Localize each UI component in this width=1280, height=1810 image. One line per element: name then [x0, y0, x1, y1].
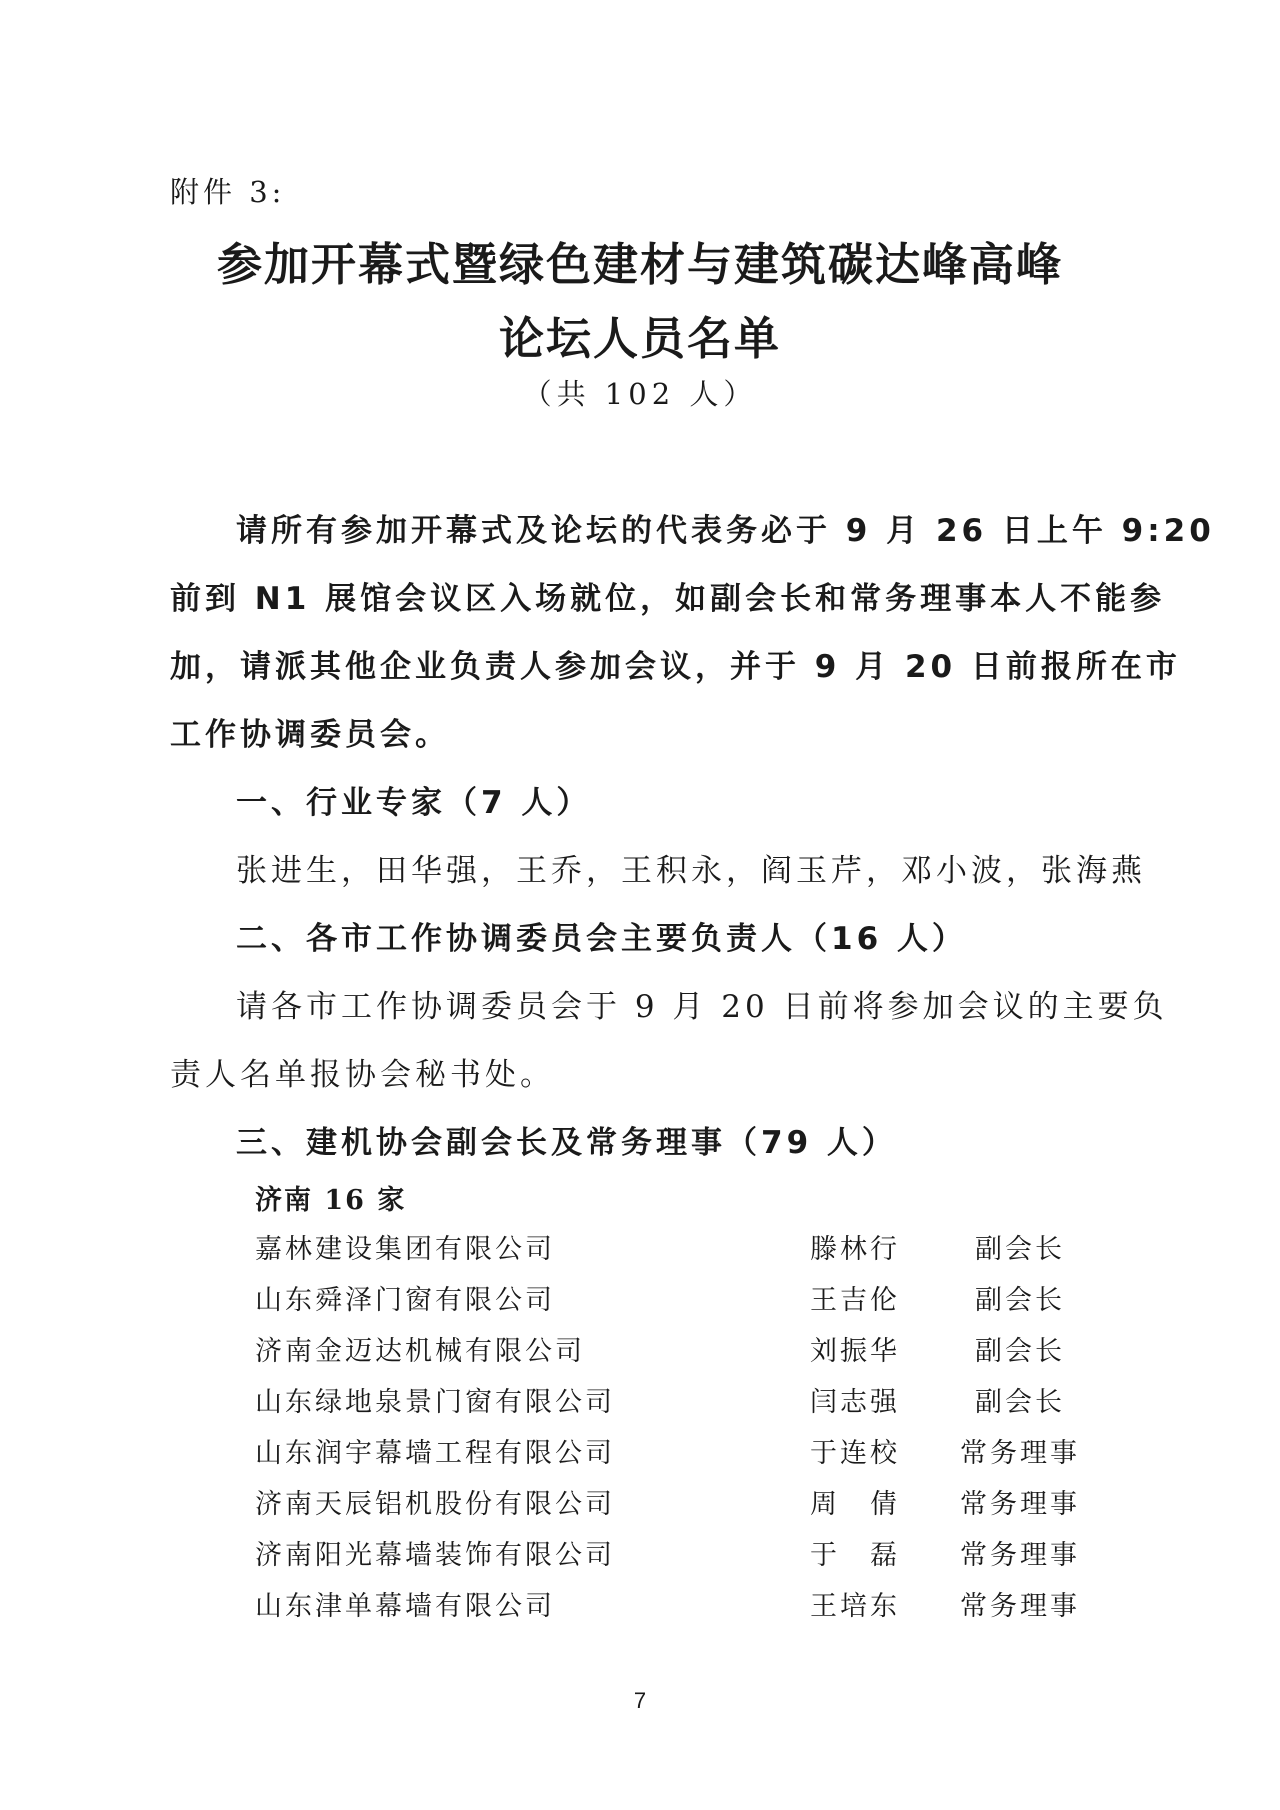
- section-2-heading: 二、各市工作协调委员会主要负责人（16 人）: [236, 921, 967, 957]
- member-role: 常务理事: [960, 1591, 1080, 1622]
- member-role: 常务理事: [960, 1540, 1080, 1571]
- member-company: 嘉林建设集团有限公司: [255, 1234, 555, 1265]
- member-row: [255, 1380, 1115, 1431]
- section-2-line-2: 责人名单报协会秘书处。: [170, 1057, 555, 1093]
- section-1-heading: 一、行业专家（7 人）: [236, 785, 592, 821]
- member-company: 山东津单幕墙有限公司: [255, 1591, 555, 1622]
- intro-line-4: 工作协调委员会。: [170, 717, 450, 753]
- member-person: 王培东: [810, 1591, 900, 1622]
- member-row: [255, 1482, 1115, 1533]
- member-company: 山东舜泽门窗有限公司: [255, 1285, 555, 1316]
- city-heading: 济南 16 家: [255, 1185, 407, 1216]
- page-number: 7: [633, 1688, 647, 1713]
- intro-line-2: 前到 N1 展馆会议区入场就位，如副会长和常务理事本人不能参: [170, 581, 1166, 617]
- title-line-2: 论坛人员名单: [498, 312, 781, 365]
- member-company: 济南阳光幕墙装饰有限公司: [255, 1540, 615, 1571]
- member-company: 山东润宇幕墙工程有限公司: [255, 1438, 615, 1469]
- member-person: 滕林行: [810, 1234, 900, 1265]
- member-list: [255, 1227, 1115, 1635]
- member-person: 王吉伦: [810, 1285, 900, 1316]
- member-role: 常务理事: [960, 1489, 1080, 1520]
- member-company: 济南金迈达机械有限公司: [255, 1336, 585, 1367]
- member-company: 济南天辰铝机股份有限公司: [255, 1489, 615, 1520]
- member-person: 刘振华: [810, 1336, 900, 1367]
- member-row: [255, 1329, 1115, 1380]
- member-role: 副会长: [975, 1234, 1065, 1265]
- member-person: 于连校: [810, 1438, 900, 1469]
- member-person: 闫志强: [810, 1387, 900, 1418]
- member-role: 副会长: [975, 1387, 1065, 1418]
- attachment-label: 附件 3:: [170, 175, 286, 209]
- member-row: [255, 1431, 1115, 1482]
- title-line-1: 参加开幕式暨绿色建材与建筑碳达峰高峰: [216, 238, 1063, 291]
- member-row: [255, 1584, 1115, 1635]
- member-role: 副会长: [975, 1285, 1065, 1316]
- section-3-heading: 三、建机协会副会长及常务理事（79 人）: [236, 1125, 897, 1161]
- member-person: 于 磊: [810, 1540, 900, 1571]
- total-count: （共 102 人）: [522, 377, 758, 411]
- intro-line-3: 加，请派其他企业负责人参加会议，并于 9 月 20 日前报所在市: [170, 649, 1181, 685]
- member-role: 常务理事: [960, 1438, 1080, 1469]
- intro-line-1: 请所有参加开幕式及论坛的代表务必于 9 月 26 日上午 9:20: [236, 513, 1215, 549]
- section-1-names: 张进生，田华强，王乔，王积永，阎玉芹，邓小波，张海燕: [236, 853, 1146, 889]
- member-person: 周 倩: [810, 1489, 900, 1520]
- member-company: 山东绿地泉景门窗有限公司: [255, 1387, 615, 1418]
- member-row: [255, 1227, 1115, 1278]
- member-row: [255, 1533, 1115, 1584]
- member-role: 副会长: [975, 1336, 1065, 1367]
- member-row: [255, 1278, 1115, 1329]
- section-2-line-1: 请各市工作协调委员会于 9 月 20 日前将参加会议的主要负: [236, 989, 1168, 1025]
